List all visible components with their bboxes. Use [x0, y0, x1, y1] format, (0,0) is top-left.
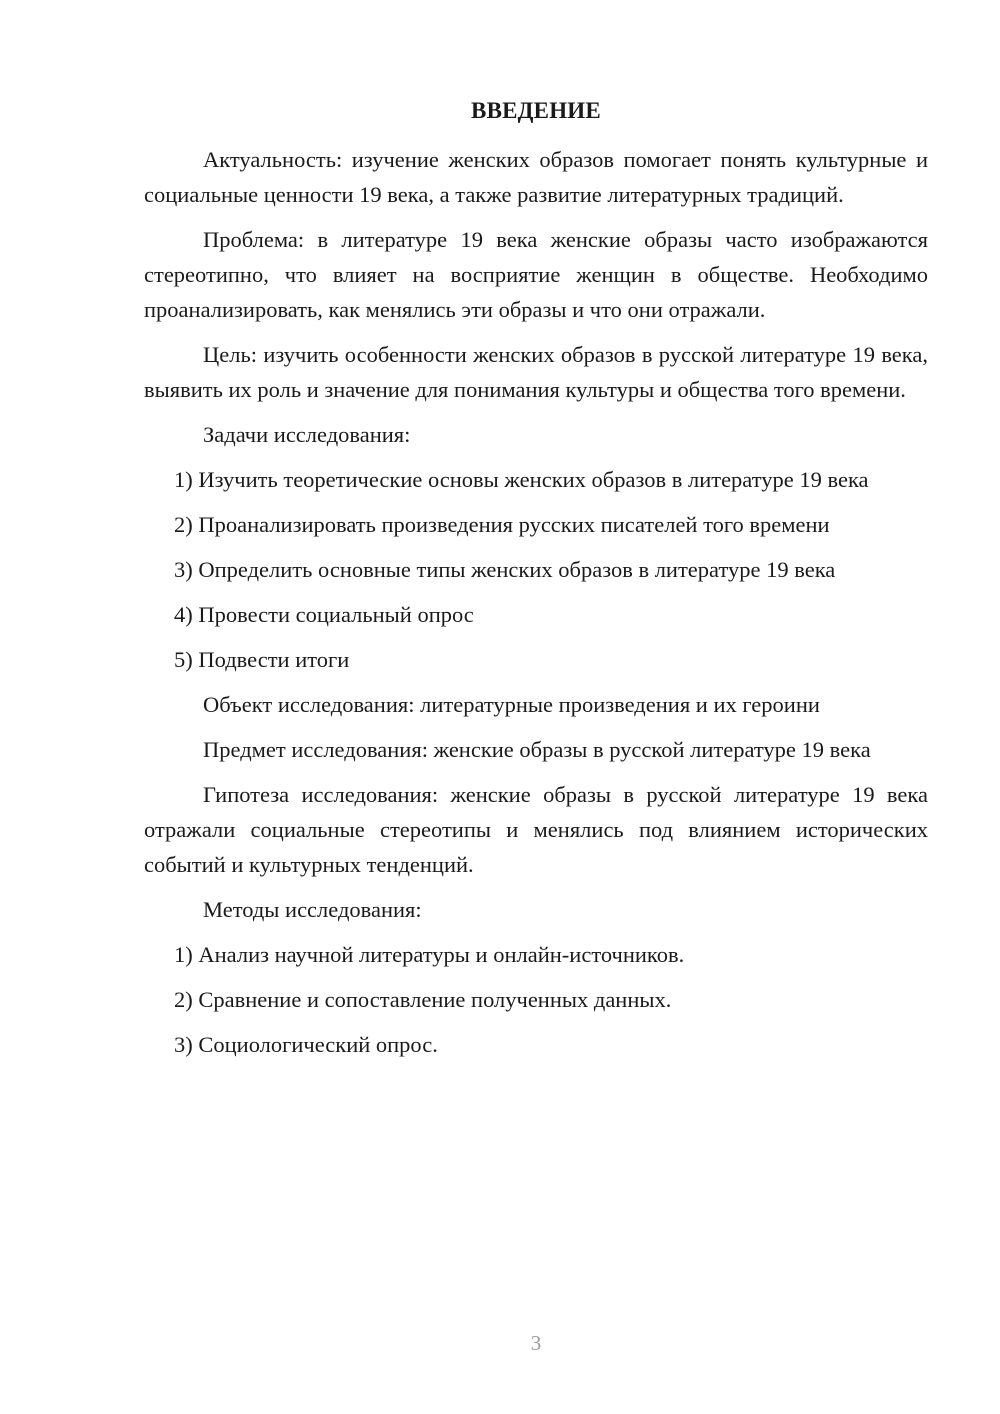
methods-heading: Методы исследования:	[203, 897, 422, 922]
task-item: 4) Провести социальный опрос	[174, 602, 474, 627]
page-number: 3	[530, 1331, 542, 1355]
document-body	[144, 142, 928, 1072]
relevance-paragraph: Актуальность: изучение женских образов помогает понять культурные и социальные ценности 19 века, а также развитие литературных традиций.	[144, 147, 928, 207]
tasks-heading: Задачи исследования:	[203, 422, 411, 447]
method-item: 3) Социологический опрос.	[174, 1032, 438, 1057]
task-item: 3) Определить основные типы женских образов в литературе 19 века	[174, 557, 836, 582]
method-item: 2) Сравнение и сопоставление полученных данных.	[174, 987, 672, 1012]
object-paragraph: Объект исследования: литературные произведения и их героини	[203, 692, 820, 717]
task-item: 5) Подвести итоги	[174, 647, 350, 672]
method-item: 1) Анализ научной литературы и онлайн-источников.	[174, 942, 685, 967]
problem-paragraph: Проблема: в литературе 19 века женские образы часто изображаются стереотипно, что влияет на восприятие женщин в обществе. Необходимо проанализировать, как менялись эти образы и что они отражали.	[144, 227, 928, 322]
task-item: 1) Изучить теоретические основы женских образов в литературе 19 века	[174, 467, 869, 492]
subject-paragraph: Предмет исследования: женские образы в русской литературе 19 века	[203, 737, 871, 762]
page-title: ВВЕДЕНИЕ	[471, 98, 601, 123]
hypothesis-paragraph: Гипотеза исследования: женские образы в русской литературе 19 века отражали социальные стереотипы и менялись под влиянием исторических событий и культурных тенденций.	[144, 782, 928, 877]
goal-paragraph: Цель: изучить особенности женских образов в русской литературе 19 века, выявить их роль и значение для понимания культуры и общества того времени.	[144, 342, 928, 402]
task-item: 2) Проанализировать произведения русских писателей того времени	[174, 512, 830, 537]
